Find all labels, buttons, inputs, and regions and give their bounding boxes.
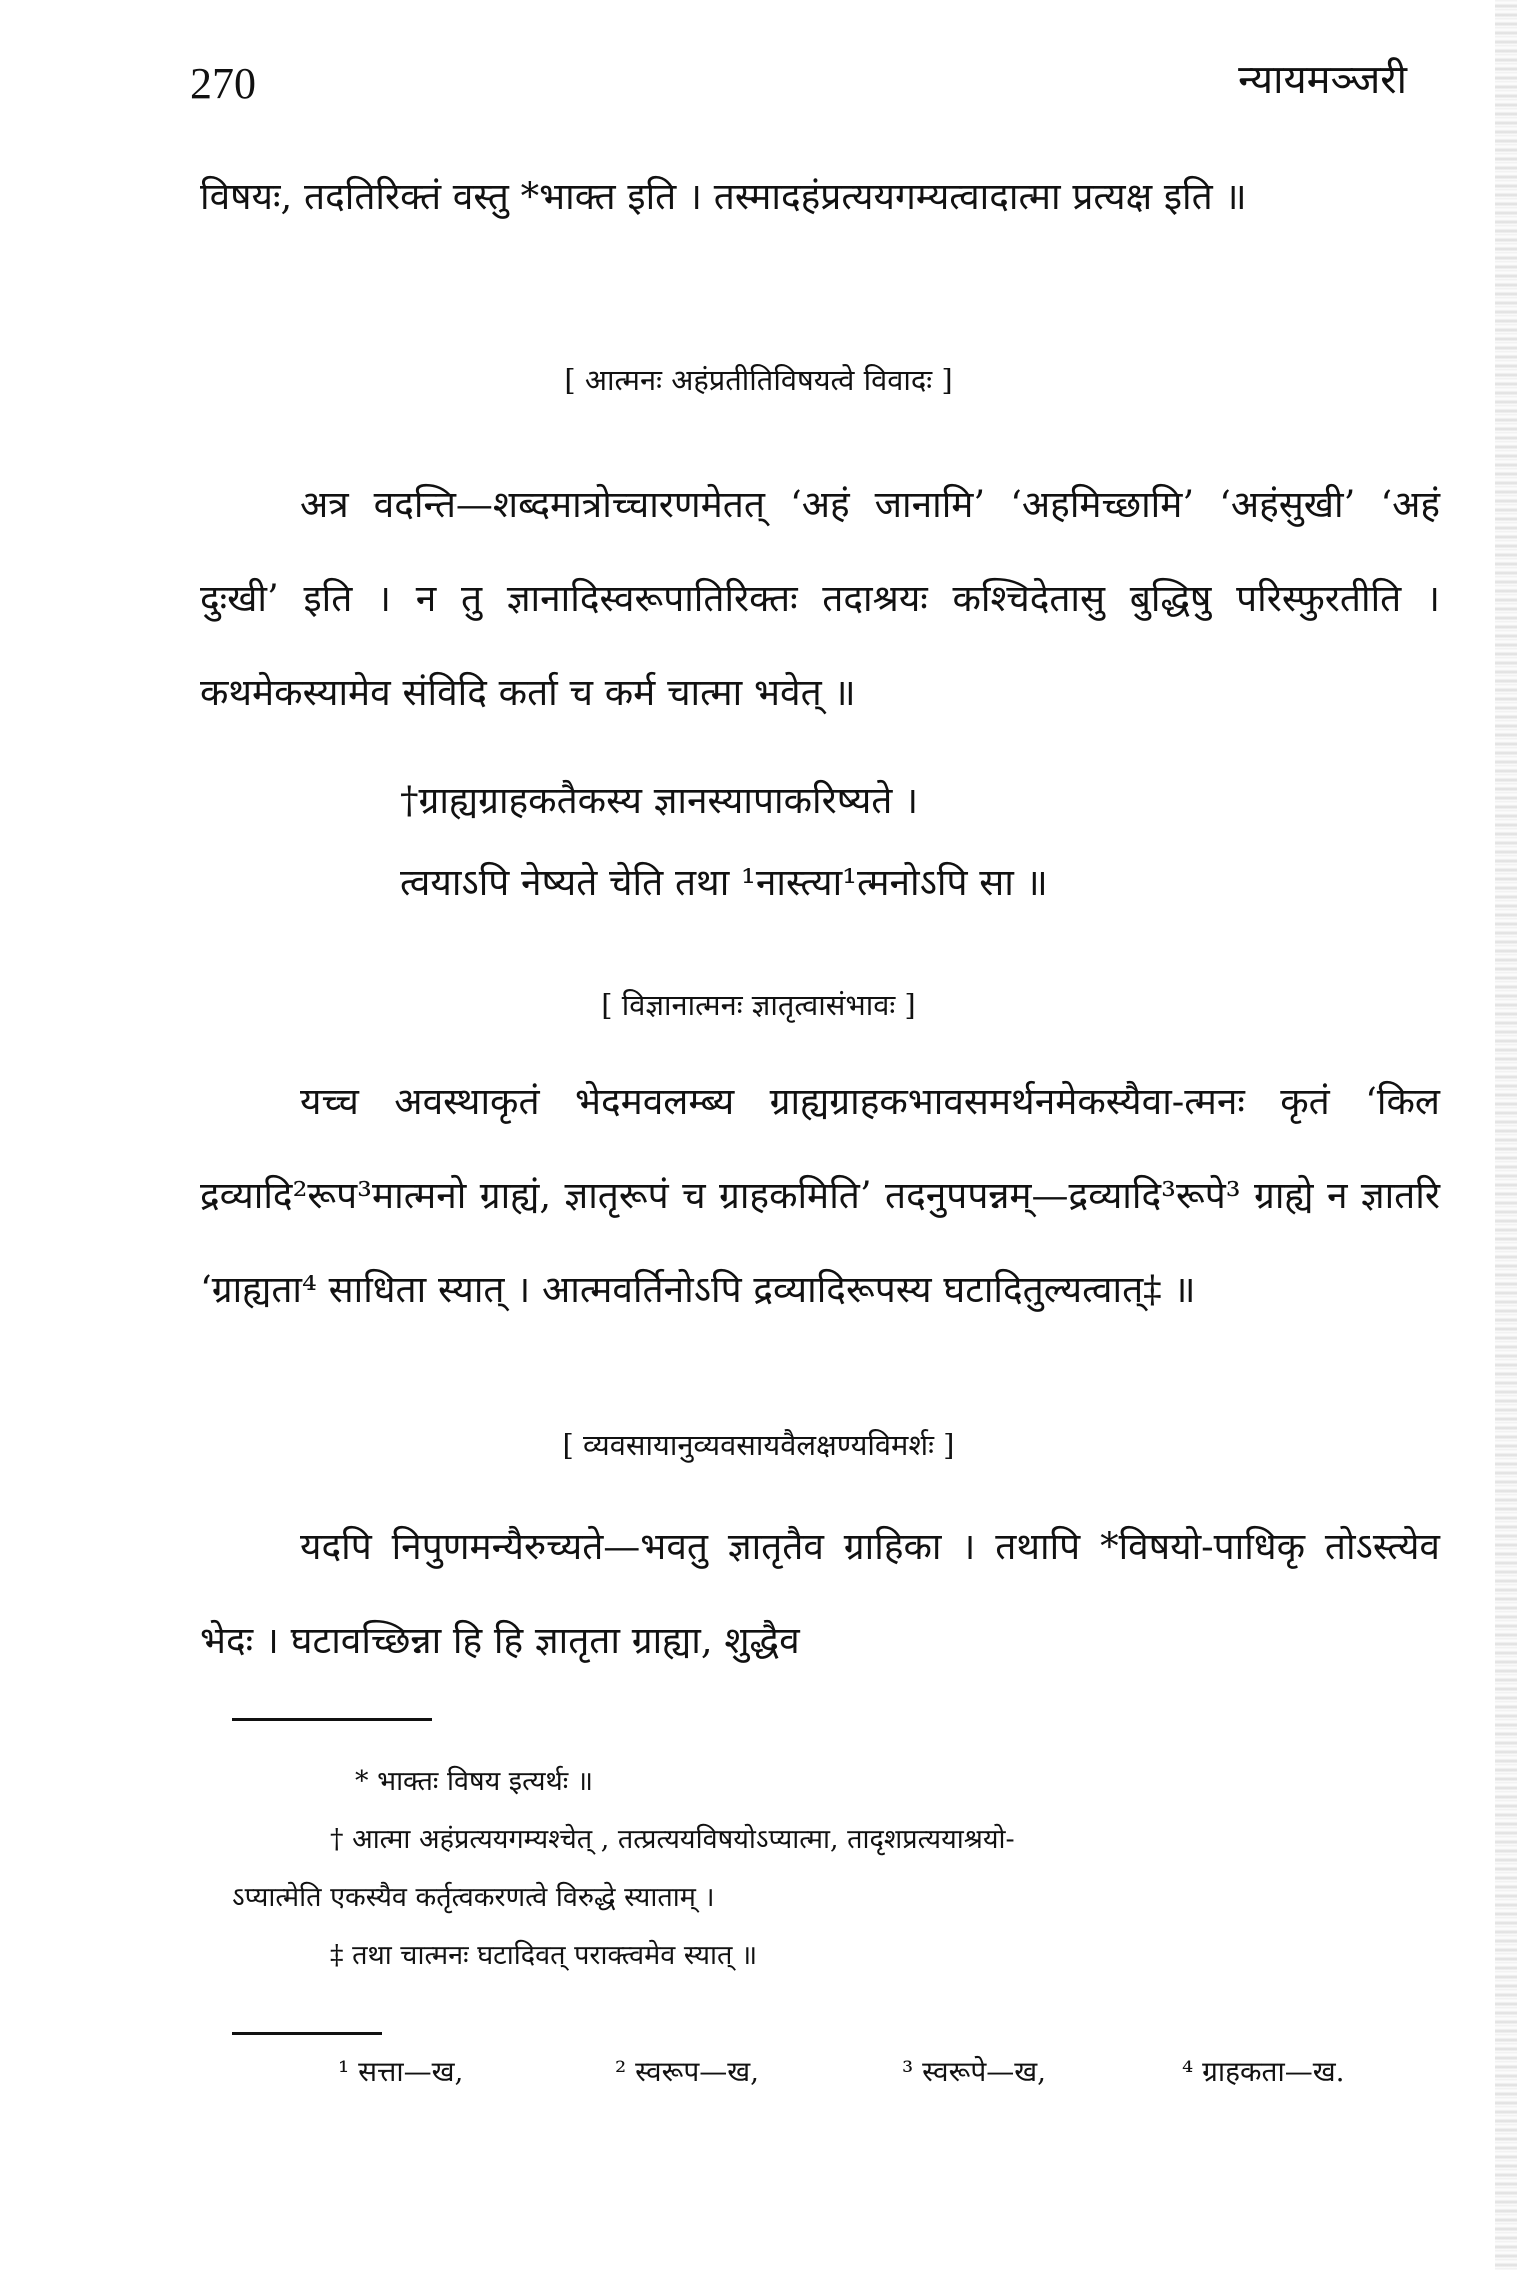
verse-line-1: †ग्राह्यग्राहकतैकस्य ज्ञानस्यापाकरिष्यते ।	[400, 779, 919, 822]
variant-reading-4: ⁴ ग्राहकता—ख.	[1182, 2055, 1345, 2088]
footnote-dagger: † आत्मा अहंप्रत्ययगम्यश्चेत् , तत्प्रत्ययविषयोऽप्यात्मा, तादृशप्रत्ययाश्रयो-	[330, 1824, 1015, 1855]
paragraph-3-text: यच्च अवस्थाकृतं भेदमवलम्ब्य ग्राह्यग्राहकभावसमर्थनमेकस्यैवा-त्मनः कृतं ‘किल द्रव्यादि²रूप³मात्मनो ग्राह्यं, ज्ञातृरूपं च ग्राहकमिति’ तदनुपपन्नम्—द्रव्यादि³रूपे³ ग्राह्ये न ज्ञातरि ‘ग्राह्यता⁴ साधिता स्यात् । आत्मवर्तिनोऽपि द्रव्यादिरूपस्य घटादितुल्यत्वात्‡ ॥	[200, 1080, 1440, 1311]
running-title: न्यायमञ्जरी	[1238, 57, 1407, 103]
footnote-star: * भाक्तः विषय इत्यर्थः ॥	[355, 1766, 594, 1797]
variant-reading-3: ³ स्वरूपे—ख,	[902, 2055, 1047, 2088]
footnote-double-dagger: ‡ तथा चात्मनः घटादिवत् पराक्त्वमेव स्यात् ॥	[330, 1940, 758, 1971]
paragraph-1-text: विषयः, तदतिरिक्तं वस्तु *भाक्त इति । तस्मादहंप्रत्ययगम्यत्वादात्मा प्रत्यक्ष इति ॥	[200, 175, 1247, 218]
verse-line-2: त्वयाऽपि नेष्यते चेति तथा ¹नास्त्या¹त्मनोऽपि सा ॥	[400, 861, 1048, 904]
footnote-separator	[232, 1718, 432, 1721]
paragraph-4-text: यदपि निपुणमन्यैरुच्यते—भवतु ज्ञातृतैव ग्राहिका । तथापि *विषयो-पाधिकृ तोऽस्त्येव भेदः । घटावच्छिन्ना हि हि ज्ञातृता ग्राह्या, शुद्धैव	[200, 1525, 1440, 1662]
variant-reading-1: ¹ सत्ता—ख,	[338, 2055, 464, 2088]
paragraph-1	[200, 150, 1440, 244]
section-heading-1: [ आत्मनः अहंप्रतीतिविषयत्वे विवादः ]	[564, 363, 953, 397]
variant-separator	[232, 2032, 382, 2035]
verse-block	[400, 760, 1400, 924]
page-edge-scan-texture	[1495, 0, 1517, 2270]
section-heading-3: [ व्यवसायानुव्यवसायवैलक्षण्यविमर्शः ]	[562, 1428, 955, 1462]
paragraph-3	[200, 1055, 1440, 1337]
paragraph-4	[200, 1500, 1440, 1688]
page-number: 270	[190, 59, 256, 108]
footnote-dagger-cont: ऽप्यात्मेति एकस्यैव कर्तृत्वकरणत्वे विरुद्धे स्याताम् ।	[232, 1882, 715, 1913]
paragraph-2	[200, 458, 1440, 740]
section-heading-2: [ विज्ञानात्मनः ज्ञातृत्वासंभावः ]	[601, 988, 916, 1022]
paragraph-2-text: अत्र वदन्ति—शब्दमात्रोच्चारणमेतत् ‘अहं जानामि’ ‘अहमिच्छामि’ ‘अहंसुखी’ ‘अहं दुःखी’ इति । न तु ज्ञानादिस्वरूपातिरिक्तः तदाश्रयः कश्चिदेतासु बुद्धिषु परिस्फुरतीति । कथमेकस्यामेव संविदि कर्ता च कर्म चात्मा भवेत् ॥	[200, 483, 1440, 714]
variant-reading-2: ² स्वरूप—ख,	[615, 2055, 760, 2088]
